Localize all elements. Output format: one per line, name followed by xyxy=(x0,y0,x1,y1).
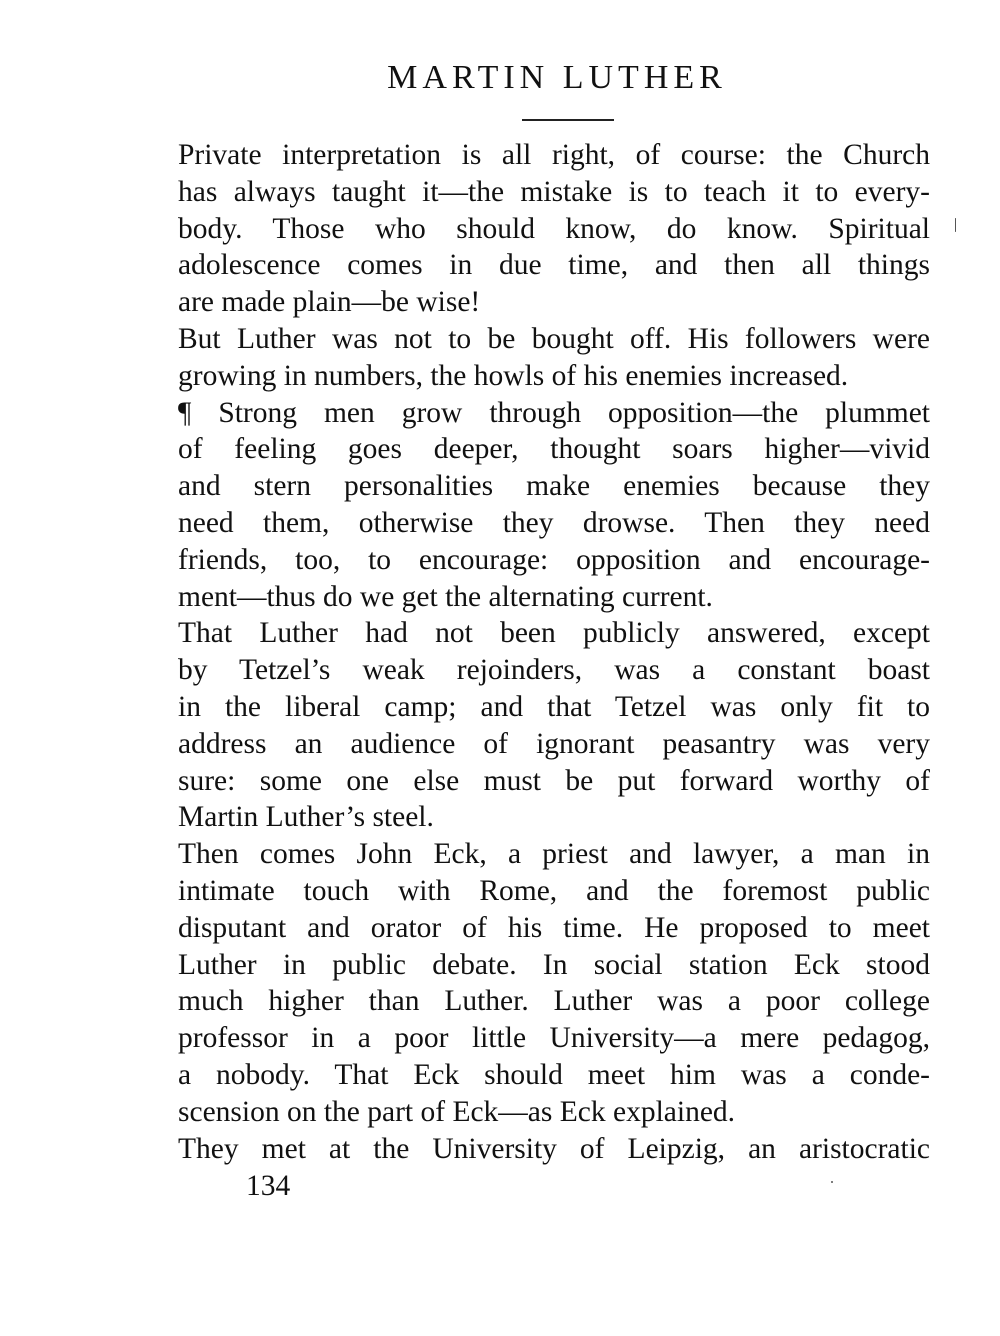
text-line: by Tetzel’s weak rejoinders, was a constant boast xyxy=(178,654,930,687)
text-line: and stern personalities make enemies because they xyxy=(178,470,930,503)
text-line: body. Those who should know, do know. Spiritual xyxy=(178,212,930,245)
text-line: Then comes John Eck, a priest and lawyer, a man in xyxy=(178,838,930,871)
text-line: sure: some one else must be put forward worthy of xyxy=(178,764,930,797)
page-number: 134 xyxy=(246,1170,291,1202)
text-line: Private interpretation is all right, of course: the Church xyxy=(178,139,930,171)
text-line: Luther in public debate. In social station Eck stood xyxy=(178,948,930,981)
text-line: That Luther had not been publicly answered, except xyxy=(178,617,930,650)
text-line: adolescence comes in due time, and then all things xyxy=(178,249,930,282)
text-line: friends, too, to encourage: opposition and encourage- xyxy=(178,543,930,576)
text-line: growing in numbers, the howls of his enemies increased. xyxy=(178,359,849,392)
scan-speck xyxy=(831,1181,833,1183)
text-line: much higher than Luther. Luther was a poor college xyxy=(178,985,930,1018)
text-line: a nobody. That Eck should meet him was a conde- xyxy=(178,1058,930,1091)
text-line: ment—thus do we get the alternating current. xyxy=(178,580,713,613)
head-rule xyxy=(522,119,614,121)
running-head: MARTIN LUTHER xyxy=(387,59,727,96)
text-line: disputant and orator of his time. He proposed to meet xyxy=(178,911,930,944)
text-line: professor in a poor little University—a mere pedagog, xyxy=(178,1022,930,1055)
scan-speck xyxy=(955,218,956,232)
text-line: scension on the part of Eck—as Eck explained. xyxy=(178,1095,736,1128)
text-line: They met at the University of Leipzig, an aristocratic xyxy=(178,1132,930,1165)
text-line: need them, otherwise they drowse. Then they need xyxy=(178,506,930,539)
text-line: has always taught it—the mistake is to teach it to every- xyxy=(178,175,930,208)
body-text xyxy=(178,137,930,1167)
text-line: intimate touch with Rome, and the foremost public xyxy=(178,874,930,907)
text-line: address an audience of ignorant peasantry was very xyxy=(178,727,930,760)
text-line: of feeling goes deeper, thought soars higher—vivid xyxy=(178,433,930,466)
text-line: Martin Luther’s steel. xyxy=(178,801,434,834)
text-line: But Luther was not to be bought off. His followers were xyxy=(178,322,930,355)
text-line: in the liberal camp; and that Tetzel was only fit to xyxy=(178,690,930,723)
text-line: ¶ Strong men grow through opposition—the plummet xyxy=(178,396,930,429)
text-line: are made plain—be wise! xyxy=(178,286,481,319)
